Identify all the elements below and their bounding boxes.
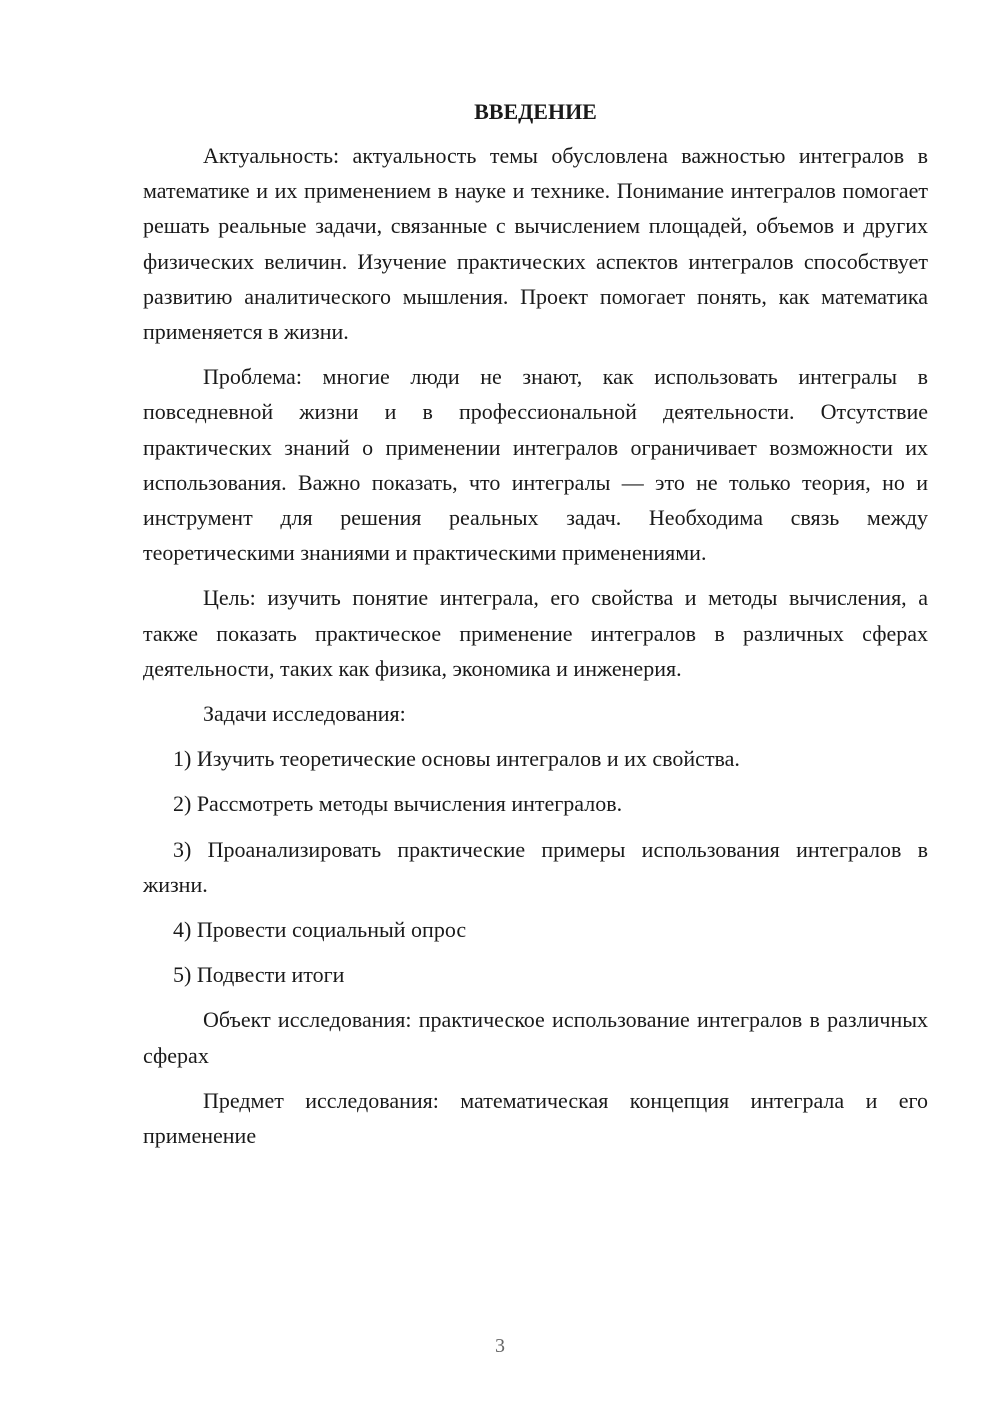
task-item-3: 3) Проанализировать практические примеры использования интегралов в жизни. (143, 836, 928, 897)
paragraph-relevance: Актуальность: актуальность темы обусловлена важностью интегралов в математике и их применением в науке и технике. Понимание интегралов помогает решать реальные задачи, связанные с вычислением площадей, объемов и других физических величин. Изучение практических аспектов интегралов способствует развитию аналитического мышления. Проект помогает понять, как математика применяется в жизни. (143, 143, 928, 345)
paragraph-tasks-heading: Задачи исследования: (203, 701, 406, 727)
section-title: ВВЕДЕНИЕ (474, 99, 597, 124)
paragraph-goal: Цель: изучить понятие интеграла, его свойства и методы вычисления, а также показать практическое применение интегралов в различных сферах деятельности, таких как физика, экономика и инженерия. (143, 585, 928, 681)
paragraph-problem: Проблема: многие люди не знают, как использовать интегралы в повседневной жизни и в профессиональной деятельности. Отсутствие практических знаний о применении интегралов ограничивает возможности их использования. Важно показать, что интегралы — это не только теория, но и инструмент для решения реальных задач. Необходима связь между теоретическими знаниями и практическими применениями. (143, 364, 928, 566)
task-item-1: 1) Изучить теоретические основы интегралов и их свойства. (173, 746, 740, 772)
task-item-4: 4) Провести социальный опрос (173, 917, 467, 943)
task-item-5: 5) Подвести итоги (173, 962, 345, 988)
task-item-2: 2) Рассмотреть методы вычисления интегралов. (173, 791, 623, 817)
paragraph-subject: Предмет исследования: математическая концепция интеграла и его применение (143, 1087, 928, 1149)
page-number: 3 (495, 1335, 505, 1357)
paragraph-object: Объект исследования: практическое использование интегралов в различных сферах (143, 1007, 928, 1068)
